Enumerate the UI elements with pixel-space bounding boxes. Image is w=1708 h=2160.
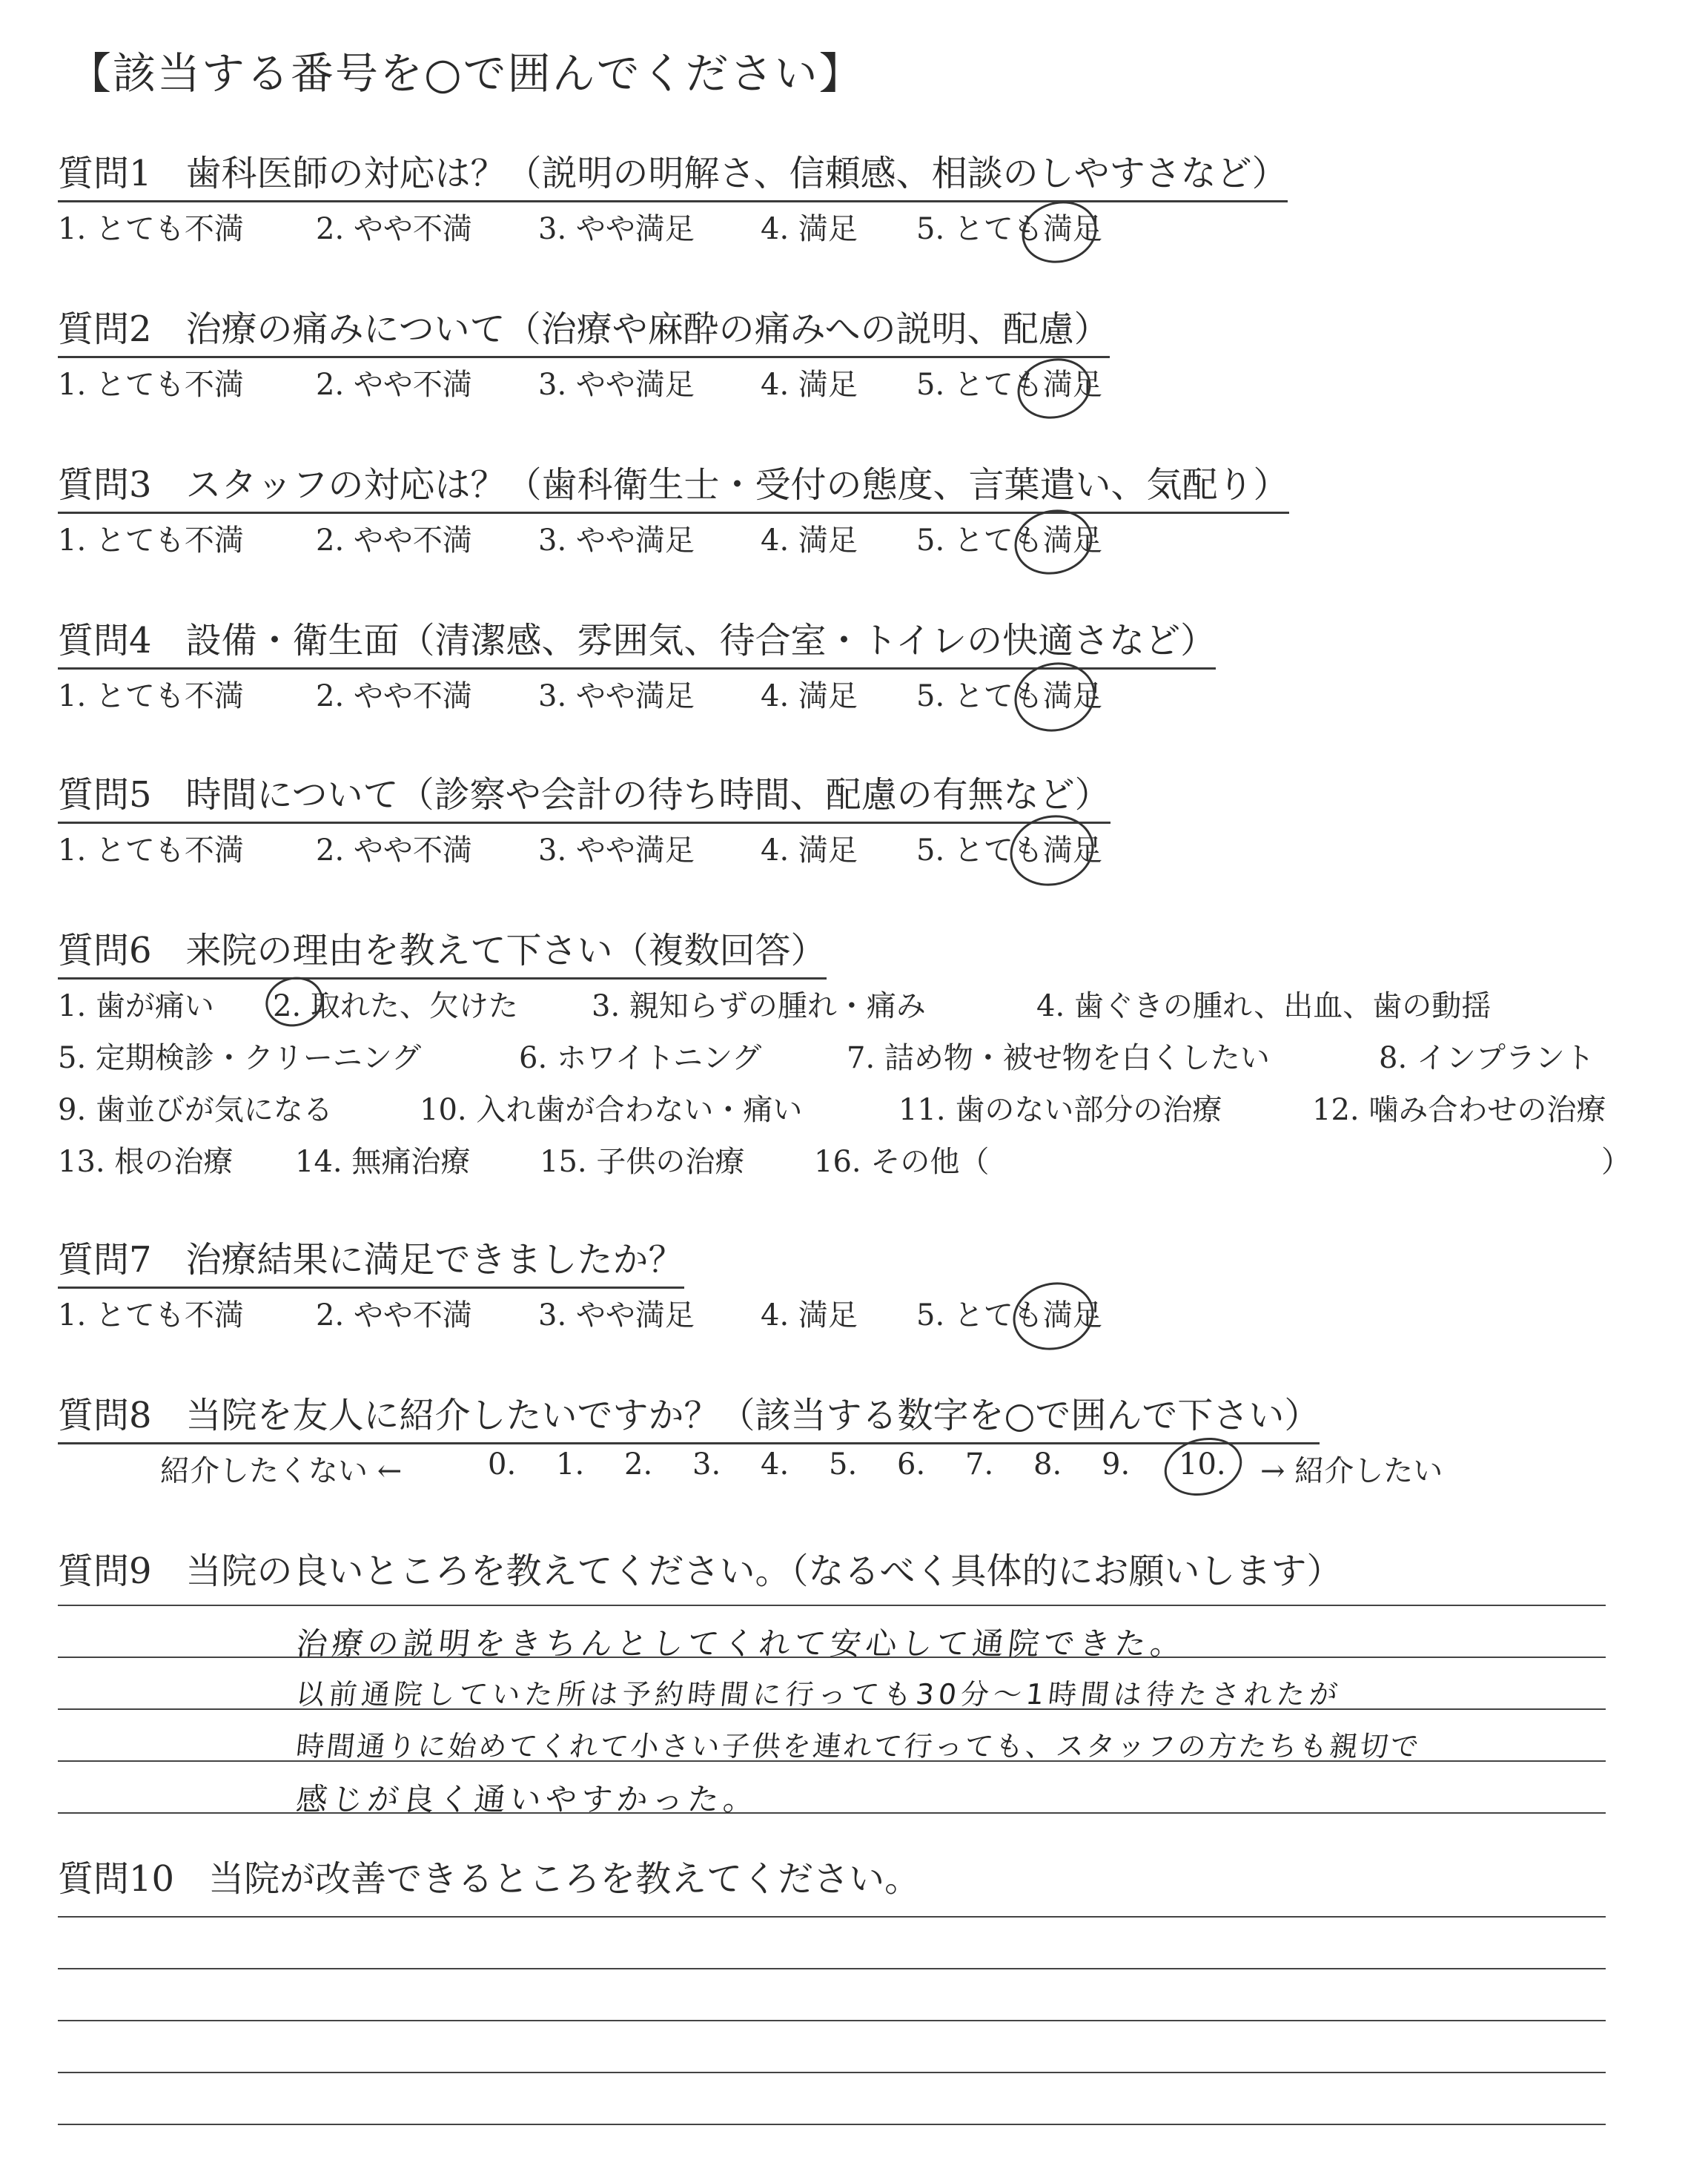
question-2-number: 質問2	[58, 308, 152, 350]
q2-option-2[interactable]: 2. やや不満	[316, 368, 472, 402]
q8-scale-2[interactable]: 2.	[624, 1447, 653, 1482]
question-2-text: 治療の痛みについて（治療や麻酔の痛みへの説明、配慮）	[185, 308, 1110, 350]
q8-scale-6[interactable]: 6.	[897, 1447, 926, 1482]
q4-option-5[interactable]: 5. とても満足	[916, 679, 1102, 713]
q7-option-2[interactable]: 2. やや不満	[316, 1298, 472, 1332]
q9-answer-rule	[58, 1605, 1606, 1606]
q8-scale-8[interactable]: 8.	[1033, 1447, 1062, 1482]
q4-option-1[interactable]: 1. とても不満	[58, 679, 244, 713]
q6-option-8[interactable]: 8. インプラント	[1379, 1041, 1595, 1075]
q2-option-1[interactable]: 1. とても不満	[58, 368, 244, 402]
question-7-text: 治療結果に満足できましたか？	[185, 1239, 684, 1281]
question-7-heading	[58, 1231, 684, 1289]
q6-option-4[interactable]: 4. 歯ぐきの腫れ、出血、歯の動揺	[1036, 989, 1492, 1023]
question-3-heading	[58, 456, 1289, 514]
q5-option-4[interactable]: 4. 満足	[761, 833, 858, 868]
q1-option-3[interactable]: 3. やや満足	[538, 212, 695, 246]
question-8-heading	[58, 1387, 1320, 1444]
question-1-text: 歯科医師の対応は？（説明の明解さ、信頼感、相談のしやすさなど）	[185, 153, 1288, 194]
q8-right-label: → 紹介したい	[1260, 1454, 1443, 1488]
q9-answer-line-2[interactable]: 以前通院していた所は予約時間に行っても30分～1時間は待たされたが	[294, 1678, 1344, 1711]
q1-option-5[interactable]: 5. とても満足	[916, 212, 1102, 246]
question-5-heading	[58, 766, 1110, 824]
question-6-heading	[58, 922, 827, 980]
q2-option-5[interactable]: 5. とても満足	[916, 368, 1102, 402]
q8-scale-5[interactable]: 5.	[829, 1447, 858, 1482]
q5-option-5[interactable]: 5. とても満足	[916, 833, 1102, 868]
q10-answer-rule[interactable]	[58, 1968, 1606, 1969]
q2-option-3[interactable]: 3. やや満足	[538, 368, 695, 402]
q10-answer-rule[interactable]	[58, 2020, 1606, 2021]
q8-scale-7[interactable]: 7.	[965, 1447, 994, 1482]
q7-option-4[interactable]: 4. 満足	[761, 1298, 858, 1332]
question-5-text: 時間について（診察や会計の待ち時間、配慮の有無など）	[185, 774, 1110, 816]
question-9-heading	[58, 1542, 1343, 1598]
selection-circle-q7	[1006, 1274, 1102, 1358]
q6-option-11[interactable]: 11. 歯のない部分の治療	[898, 1093, 1222, 1127]
q6-option-2[interactable]: 2. 取れた、欠けた	[273, 989, 518, 1023]
question-10-text: 当院が改善できるところを教えてください。	[208, 1858, 921, 1900]
question-2-heading	[58, 300, 1110, 358]
q7-option-3[interactable]: 3. やや満足	[538, 1298, 695, 1332]
question-1-heading	[58, 145, 1288, 202]
question-7-number: 質問7	[58, 1239, 152, 1281]
q6-option-14[interactable]: 14. 無痛治療	[295, 1145, 471, 1179]
q6-option-13[interactable]: 13. 根の治療	[58, 1145, 234, 1179]
q5-option-3[interactable]: 3. やや満足	[538, 833, 695, 868]
question-4-number: 質問4	[58, 620, 152, 661]
q10-answer-rule[interactable]	[58, 1916, 1606, 1918]
q1-option-1[interactable]: 1. とても不満	[58, 212, 244, 246]
question-8-number: 質問8	[58, 1395, 152, 1436]
page-title: 【該当する番号を○で囲んでください】	[68, 48, 864, 99]
q5-option-2[interactable]: 2. やや不満	[316, 833, 472, 868]
question-9-text: 当院の良いところを教えてください。（なるべく具体的にお願いします）	[185, 1550, 1343, 1592]
q6-option-5[interactable]: 5. 定期検診・クリーニング	[58, 1041, 422, 1075]
question-6-number: 質問6	[58, 930, 152, 971]
question-10-number: 質問10	[58, 1858, 175, 1900]
q8-scale-3[interactable]: 3.	[692, 1447, 721, 1482]
q3-option-2[interactable]: 2. やや不満	[316, 524, 472, 558]
question-1-number: 質問1	[58, 153, 152, 194]
q3-option-1[interactable]: 1. とても不満	[58, 524, 244, 558]
question-4-text: 設備・衛生面（清潔感、雰囲気、待合室・トイレの快適さなど）	[185, 620, 1217, 661]
question-10-heading	[58, 1850, 920, 1906]
q10-answer-rule[interactable]	[58, 2124, 1606, 2125]
q8-scale-1[interactable]: 1.	[556, 1447, 585, 1482]
question-3-number: 質問3	[58, 464, 152, 506]
q8-scale-0[interactable]: 0.	[488, 1447, 517, 1482]
q3-option-4[interactable]: 4. 満足	[761, 524, 858, 558]
q8-scale-9[interactable]: 9.	[1102, 1447, 1131, 1482]
q7-option-5[interactable]: 5. とても満足	[916, 1298, 1102, 1332]
q4-option-3[interactable]: 3. やや満足	[538, 679, 695, 713]
q6-option-3[interactable]: 3. 親知らずの腫れ・痛み	[592, 989, 926, 1023]
q9-answer-rule	[58, 1812, 1606, 1814]
q6-option-6[interactable]: 6. ホワイトニング	[519, 1041, 762, 1075]
question-8-text: 当院を友人に紹介したいですか？（該当する数字を○で囲んで下さい）	[185, 1395, 1320, 1436]
q6-option-7[interactable]: 7. 詰め物・被せ物を白くしたい	[847, 1041, 1270, 1075]
q9-answer-line-1[interactable]: 治療の説明をきちんとしてくれて安心して通院できた。	[294, 1625, 1188, 1662]
q6-option-9[interactable]: 9. 歯並びが気になる	[58, 1093, 333, 1127]
q6-other-close-paren: ）	[1601, 1145, 1631, 1179]
q5-option-1[interactable]: 1. とても不満	[58, 833, 244, 868]
question-5-number: 質問5	[58, 774, 152, 816]
q1-option-4[interactable]: 4. 満足	[761, 212, 858, 246]
q9-answer-line-3[interactable]: 時間通りに始めてくれて小さい子供を連れて行っても、スタッフの方たちも親切で	[294, 1730, 1423, 1763]
q7-option-1[interactable]: 1. とても不満	[58, 1298, 244, 1332]
question-6-text: 来院の理由を教えて下さい（複数回答）	[185, 930, 827, 971]
q10-answer-rule[interactable]	[58, 2072, 1606, 2073]
q8-left-label: 紹介したくない ←	[160, 1454, 403, 1488]
q3-option-3[interactable]: 3. やや満足	[538, 524, 695, 558]
q2-option-4[interactable]: 4. 満足	[761, 368, 858, 402]
q6-option-16[interactable]: 16. その他（	[814, 1145, 990, 1179]
question-4-heading	[58, 612, 1216, 670]
q6-option-15[interactable]: 15. 子供の治療	[540, 1145, 745, 1179]
q6-option-1[interactable]: 1. 歯が痛い	[58, 989, 214, 1023]
question-8-scale	[0, 1447, 1708, 1492]
q9-answer-line-4[interactable]: 感じが良く通いやすかった。	[294, 1781, 761, 1817]
q4-option-2[interactable]: 2. やや不満	[316, 679, 472, 713]
q8-scale-10[interactable]: 10.	[1179, 1447, 1226, 1482]
q3-option-5[interactable]: 5. とても満足	[916, 524, 1102, 558]
q4-option-4[interactable]: 4. 満足	[761, 679, 858, 713]
q1-option-2[interactable]: 2. やや不満	[316, 212, 472, 246]
q6-option-10[interactable]: 10. 入れ歯が合わない・痛い	[420, 1093, 803, 1127]
question-9-number: 質問9	[58, 1550, 152, 1592]
q8-scale-4[interactable]: 4.	[761, 1447, 790, 1482]
q6-option-12[interactable]: 12. 噛み合わせの治療	[1312, 1093, 1606, 1127]
question-3-text: スタッフの対応は？（歯科衛生士・受付の態度、言葉遣い、気配り）	[185, 464, 1289, 506]
